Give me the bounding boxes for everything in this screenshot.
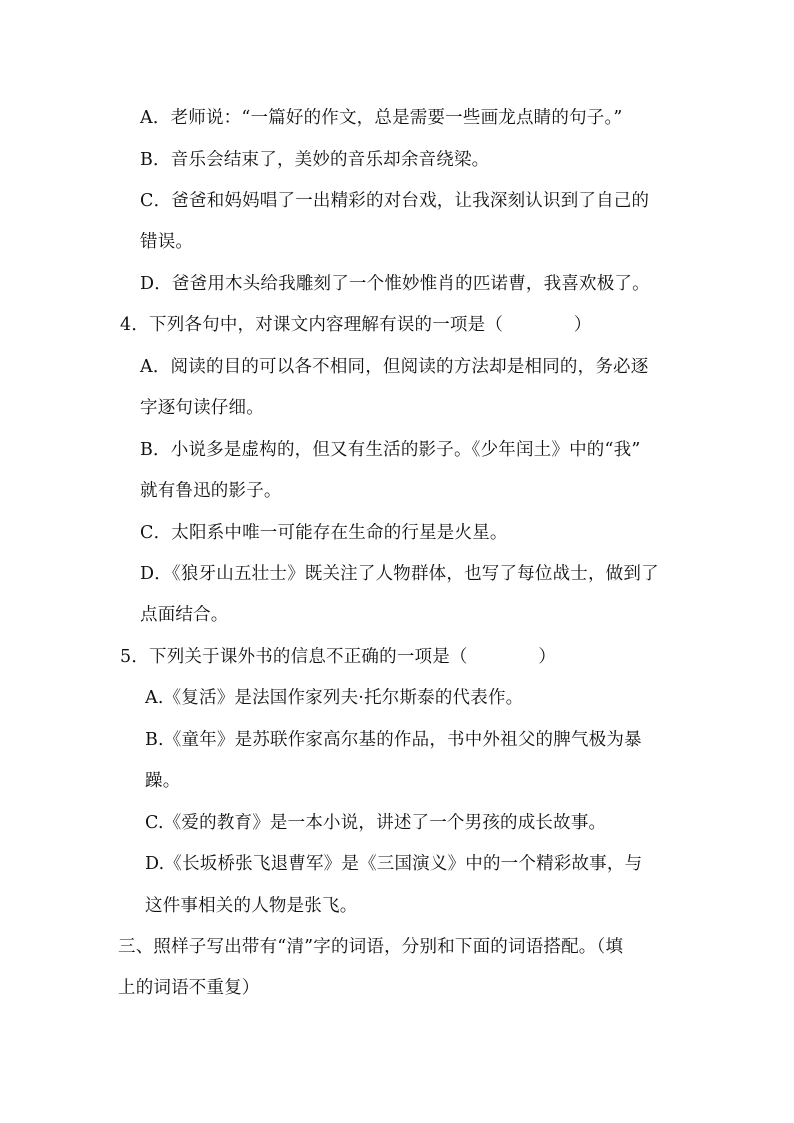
q3-option-a: A．老师说：“一篇好的作文，总是需要一些画龙点睛的句子。”	[140, 108, 623, 128]
q4-option-a-line2: 字逐句读仔细。	[140, 398, 264, 418]
q5-stem: 5．下列关于课外书的信息不正确的一项是（ ）	[120, 647, 557, 667]
q5-option-a: A.《复活》是法国作家列夫·托尔斯泰的代表作。	[145, 688, 524, 708]
section3-heading-line1: 三、照样子写出带有“清”字的词语，分别和下面的词语搭配。（填	[118, 937, 624, 957]
q3-option-c-line2: 错误。	[140, 232, 194, 252]
q5-option-b-line1: B.《童年》是苏联作家高尔基的作品，书中外祖父的脾气极为暴	[145, 730, 642, 750]
q5-option-b-line2: 躁。	[145, 771, 181, 791]
section3-heading-line2: 上的词语不重复）	[118, 978, 260, 998]
q5-option-d-line1: D.《长坂桥张飞退曹军》是《三国演义》中的一个精彩故事，与	[145, 854, 643, 874]
q4-option-b-line1: B．小说多是虚构的，但又有生活的影子。《少年闰土》中的“我”	[140, 440, 641, 460]
q3-option-b: B．音乐会结束了，美妙的音乐却余音绕梁。	[140, 150, 490, 170]
q5-option-d-line2: 这件事相关的人物是张飞。	[145, 896, 358, 916]
q4-option-a-line1: A．阅读的目的可以各不相同，但阅读的方法却是相同的，务必逐	[140, 357, 649, 377]
q4-option-c: C．太阳系中唯一可能存在生命的行星是火星。	[140, 523, 508, 543]
q3-option-c-line1: C．爸爸和妈妈唱了一出精彩的对台戏，让我深刻认识到了自己的	[140, 191, 650, 211]
q3-option-d: D．爸爸用木头给我雕刻了一个惟妙惟肖的匹诺曹，我喜欢极了。	[140, 274, 650, 294]
q4-stem: 4．下列各句中，对课文内容理解有误的一项是（ ）	[120, 315, 592, 335]
q4-option-d-line1: D．《狼牙山五壮士》既关注了人物群体，也写了每位战士，做到了	[140, 564, 659, 584]
q5-option-c: C.《爱的教育》是一本小说，讲述了一个男孩的成长故事。	[145, 813, 607, 833]
q4-option-d-line2: 点面结合。	[140, 605, 229, 625]
q4-option-b-line2: 就有鲁迅的影子。	[140, 481, 282, 501]
